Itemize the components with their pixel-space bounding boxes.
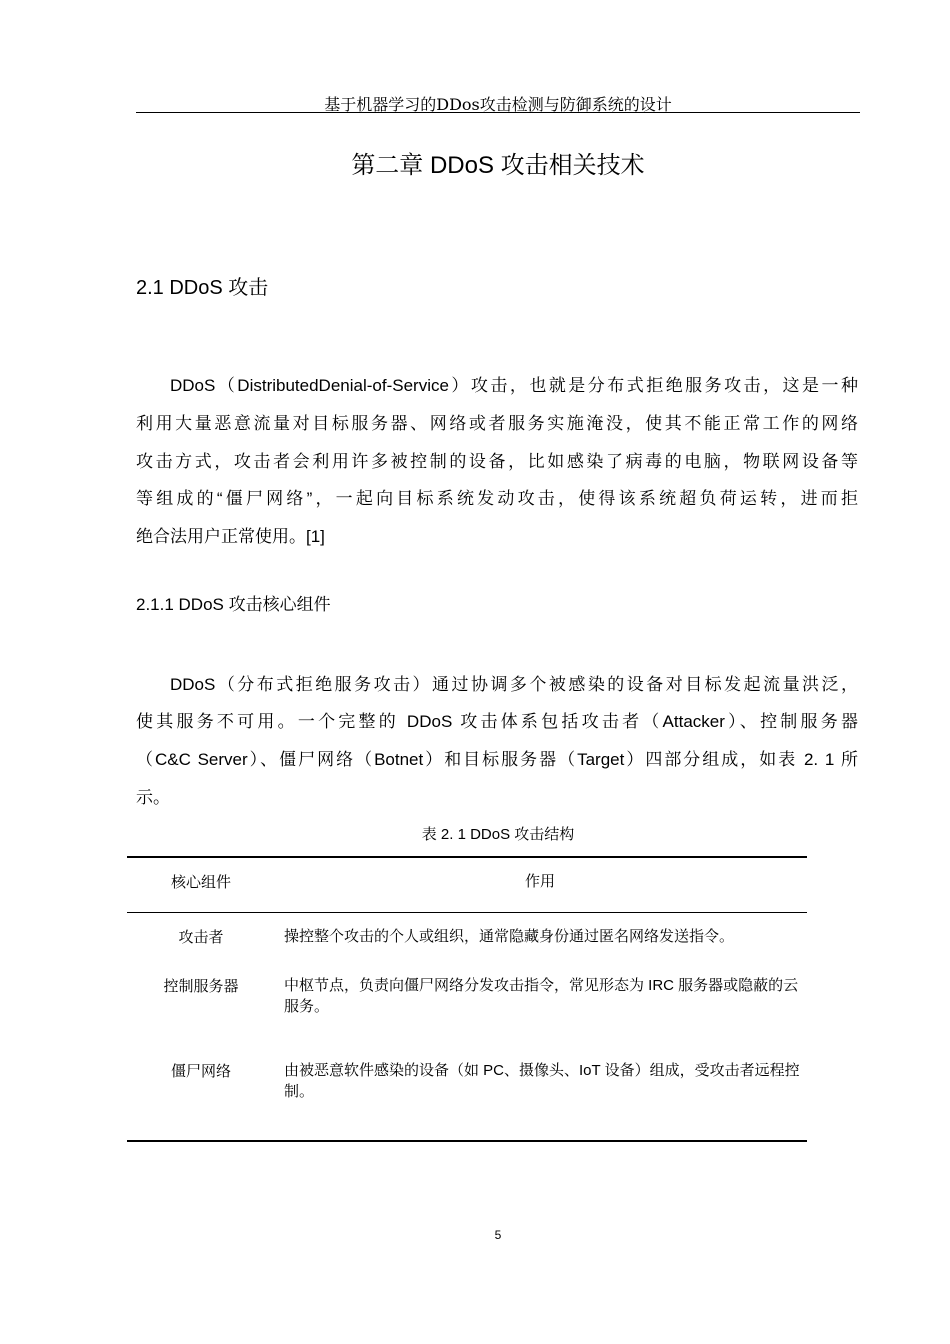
paragraph-line: DDoS（DistributedDenial-of-Service）攻击，也就是分布式拒绝服务攻击，这是一种: [170, 376, 858, 395]
table-bottom-rule: [127, 1140, 807, 1142]
paragraph-line: 绝合法用户正常使用。[1]: [136, 527, 325, 546]
paragraph-line: 示。: [136, 788, 170, 807]
paragraph-line: （C&C Server）、僵尸网络（Botnet）和目标服务器（Target）四部分组成，如表 2. 1 所: [136, 750, 858, 769]
subsection-heading: 2.1.1 DDoS 攻击核心组件: [136, 595, 331, 614]
table-cell-component: 攻击者: [178, 929, 224, 946]
table-cell-role: 由被恶意软件感染的设备（如 PC、摄像头、IoT 设备）组成，受攻击者远程控制。: [284, 1062, 800, 1100]
paragraph-line: 使其服务不可用。一个完整的 DDoS 攻击体系包括攻击者（Attacker）、控制服务器: [136, 712, 858, 731]
header-divider: [136, 112, 860, 113]
section-heading: 2.1 DDoS 攻击: [136, 277, 269, 299]
paragraph-line: DDoS（分布式拒绝服务攻击）通过协调多个被感染的设备对目标发起流量洪泛，: [170, 675, 858, 694]
paragraph-line: 攻击方式，攻击者会利用许多被控制的设备，比如感染了病毒的电脑，物联网设备等: [136, 452, 858, 471]
table-cell-role: 中枢节点，负责向僵尸网络分发攻击指令，常见形态为 IRC 服务器或隐蔽的云服务。: [284, 977, 799, 1015]
paragraph-line: 利用大量恶意流量对目标服务器、网络或者服务实施淹没，使其不能正常工作的网络: [136, 414, 858, 433]
running-header: 基于机器学习的DDos攻击检测与防御系统的设计: [324, 95, 672, 114]
table-caption: 表 2. 1 DDoS 攻击结构: [421, 826, 575, 843]
page-number: 5: [494, 1228, 502, 1242]
table-header-cell: 核心组件: [170, 874, 231, 891]
table-cell-component: 控制服务器: [163, 978, 239, 995]
paragraph-line: 等组成的“僵尸网络”，一起向目标系统发动攻击，使得该系统超负荷运转，进而拒: [136, 489, 858, 508]
table-cell-role: 操控整个攻击的个人或组织，通常隐藏身份通过匿名网络发送指令。: [284, 928, 735, 945]
chapter-title: 第二章 DDoS 攻击相关技术: [351, 152, 645, 179]
table-header-cell: 作用: [524, 873, 555, 890]
table-header-rule: [127, 912, 807, 913]
table-top-rule: [127, 856, 807, 858]
table-cell-component: 僵尸网络: [170, 1063, 231, 1080]
